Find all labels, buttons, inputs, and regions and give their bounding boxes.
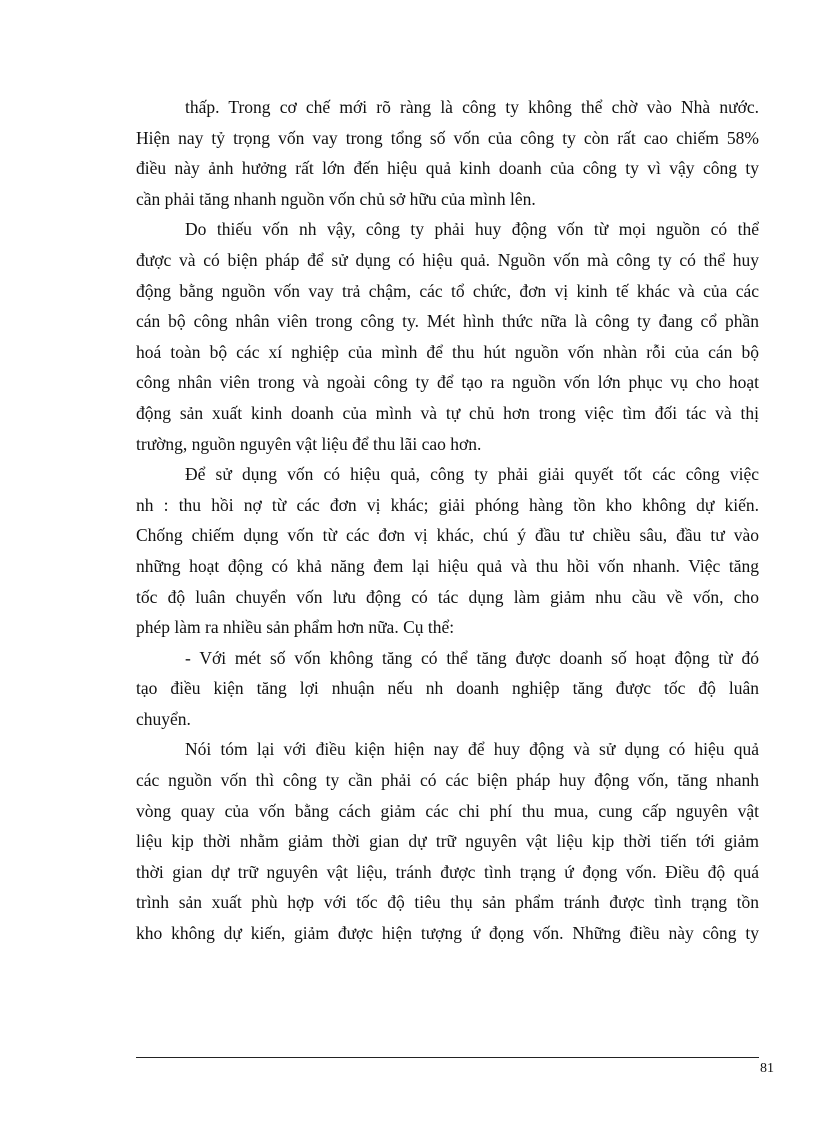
text-line: Do thiếu vốn nh vậy, công ty phải huy động vốn từ mọi nguồn có thể bbox=[185, 219, 759, 240]
text-line: chuyển. bbox=[136, 708, 191, 729]
text-line: - Với mét số vốn không tăng có thể tăng được doanh số hoạt động từ đó bbox=[185, 647, 759, 668]
body-text bbox=[136, 92, 759, 949]
text-line: trường, nguồn nguyên vật liệu để thu lãi cao hơn. bbox=[136, 433, 482, 454]
text-line: được và có biện pháp để sử dụng có hiệu quả. Nguồn vốn mà công ty có thể huy bbox=[136, 249, 759, 270]
text-line: Hiện nay tỷ trọng vốn vay trong tổng số vốn của công ty còn rất cao chiếm 58% bbox=[136, 127, 759, 148]
text-line: tạo điều kiện tăng lợi nhuận nếu nh doanh nghiệp tăng được tốc độ luân bbox=[136, 678, 759, 699]
footer-divider bbox=[136, 1057, 759, 1058]
page-number: 81 bbox=[760, 1061, 774, 1076]
text-line: cần phải tăng nhanh nguồn vốn chủ sở hữu của mình lên. bbox=[136, 188, 536, 209]
text-line: các nguồn vốn thì công ty cần phải có các biện pháp huy động vốn, tăng nhanh bbox=[136, 770, 759, 791]
text-line: công nhân viên trong và ngoài công ty để tạo ra nguồn vốn lớn phục vụ cho hoạt bbox=[136, 372, 759, 393]
text-line: thời gian dự trữ nguyên vật liệu, tránh được tình trạng ứ đọng vốn. Điều độ quá bbox=[136, 861, 759, 882]
text-line: hoá toàn bộ các xí nghiệp của mình để thu hút nguồn vốn nhàn rỗi của cán bộ bbox=[136, 341, 759, 362]
text-line: động sản xuất kinh doanh của mình và tự chủ hơn trong việc tìm đối tác và thị bbox=[136, 402, 759, 423]
text-line: điều này ảnh hưởng rất lớn đến hiệu quả kinh doanh của công ty vì vậy công ty bbox=[136, 158, 759, 179]
text-line: Chống chiếm dụng vốn từ các đơn vị khác, chú ý đầu tư chiều sâu, đầu tư vào bbox=[136, 525, 759, 546]
text-line: phép làm ra nhiều sản phẩm hơn nữa. Cụ thể: bbox=[136, 617, 455, 638]
text-line: Để sử dụng vốn có hiệu quả, công ty phải giải quyết tốt các công việc bbox=[185, 464, 759, 485]
text-line: cán bộ công nhân viên trong công ty. Mét hình thức nữa là công ty đang cổ phần bbox=[136, 311, 759, 332]
text-line: kho không dự kiến, giảm được hiện tượng ứ đọng vốn. Những điều này công ty bbox=[136, 923, 759, 944]
text-line: liệu kịp thời nhằm giảm thời gian dự trữ nguyên vật liệu kịp thời tiến tới giảm bbox=[136, 831, 759, 852]
text-line: thấp. Trong cơ chế mới rõ ràng là công ty không thể chờ vào Nhà nước. bbox=[185, 97, 759, 117]
text-line: trình sản xuất phù hợp với tốc độ tiêu thụ sản phẩm tránh được tình trạng tồn bbox=[136, 892, 759, 913]
text-line: những hoạt động có khả năng đem lại hiệu quả và thu hồi vốn nhanh. Việc tăng bbox=[136, 555, 759, 576]
text-line: nh : thu hồi nợ từ các đơn vị khác; giải phóng hàng tồn kho không dự kiến. bbox=[136, 494, 759, 515]
text-line: tốc độ luân chuyển vốn lưu động có tác dụng làm giảm nhu cầu về vốn, cho bbox=[136, 586, 759, 607]
text-line: động bằng nguồn vốn vay trả chậm, các tổ chức, đơn vị kinh tế khác và của các bbox=[136, 280, 759, 301]
text-line: vòng quay của vốn bằng cách giảm các chi phí thu mua, cung cấp nguyên vật bbox=[136, 800, 759, 821]
text-line: Nói tóm lại với điều kiện hiện nay để huy động và sử dụng có hiệu quả bbox=[185, 739, 759, 760]
